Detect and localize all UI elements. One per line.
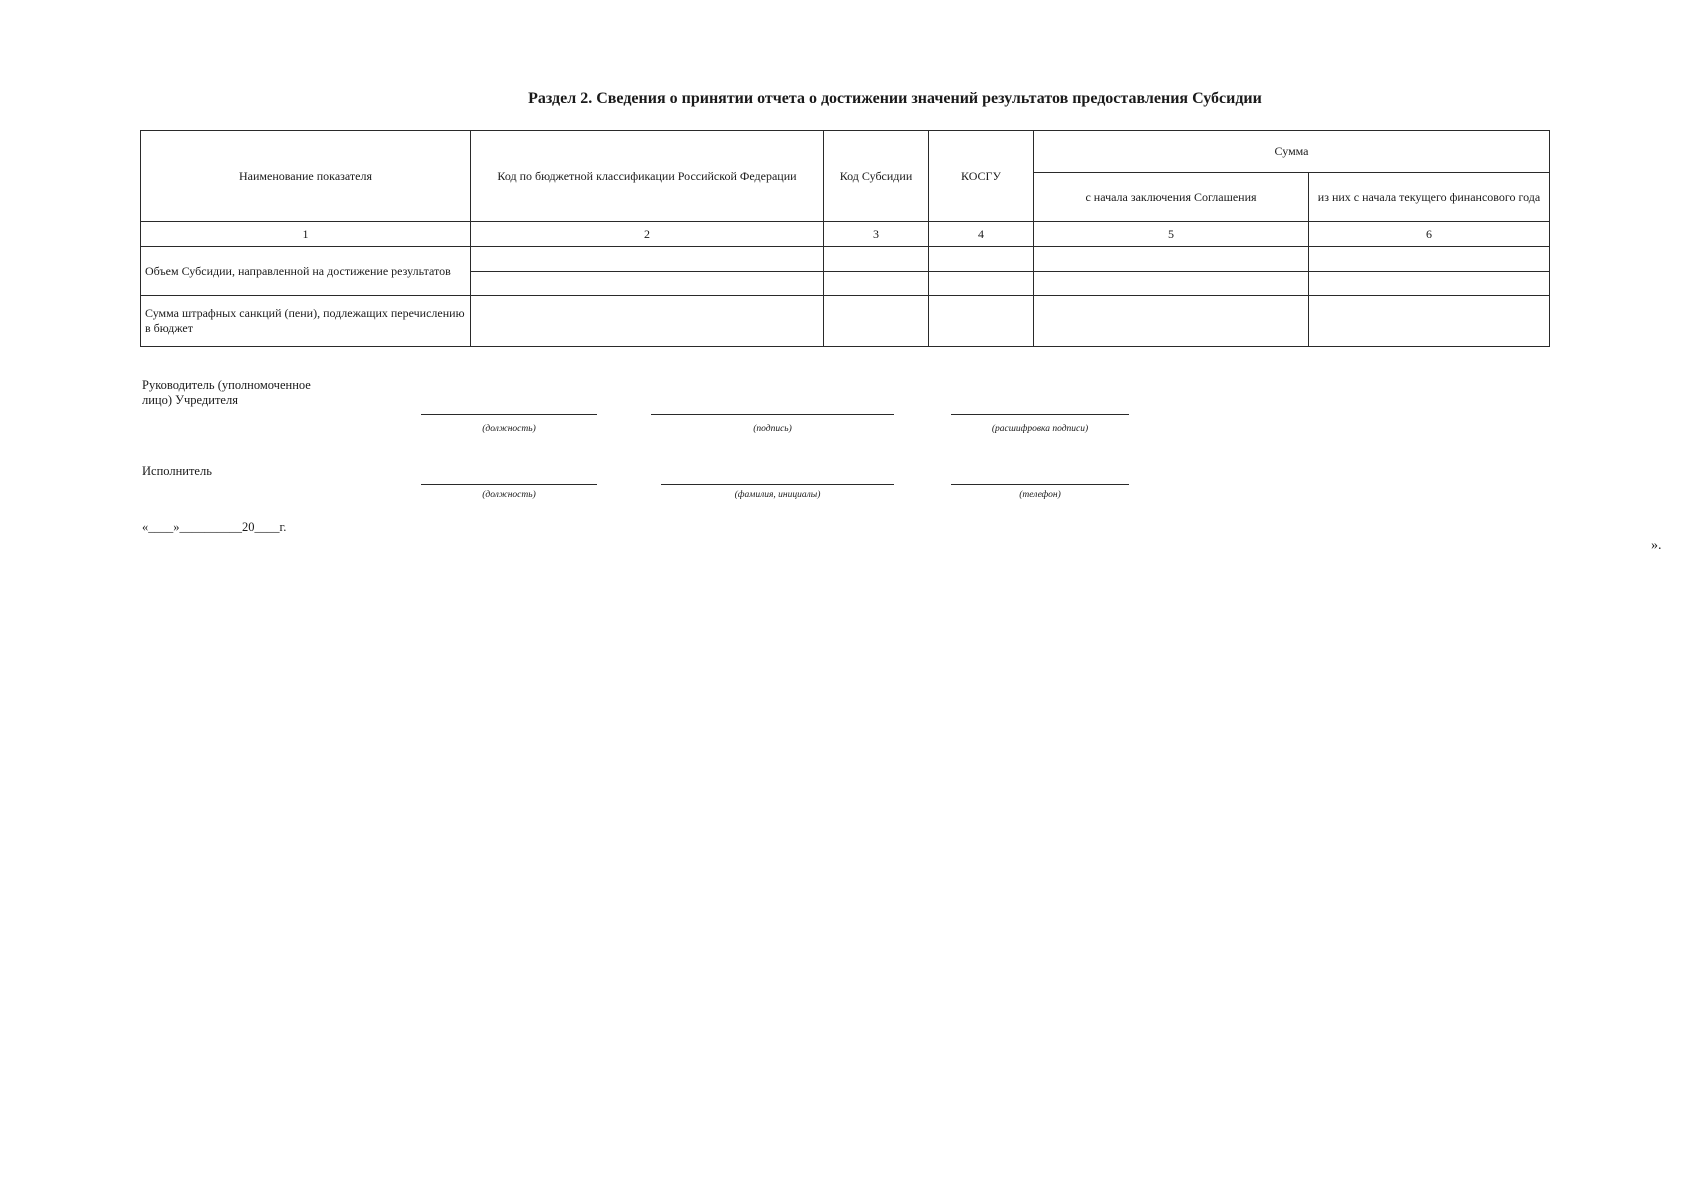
executor-phone-line[interactable] [951, 484, 1129, 485]
column-number: 1 [141, 222, 471, 247]
table-row [141, 247, 1550, 296]
column-number: 4 [929, 222, 1034, 247]
data-cell[interactable] [1309, 296, 1550, 347]
header-kosgu: КОСГУ [929, 131, 1034, 222]
executor-position-line[interactable] [421, 484, 597, 485]
head-position-line[interactable] [421, 414, 597, 415]
head-signature-line[interactable] [651, 414, 894, 415]
data-cell[interactable] [929, 296, 1034, 347]
head-label: Руководитель (уполномоченное лицо) Учредителя [142, 378, 311, 407]
header-subsidy-code: Код Субсидии [824, 131, 929, 222]
data-cell[interactable] [824, 247, 929, 296]
row-label: Объем Субсидии, направленной на достижение результатов [141, 247, 471, 296]
executor-label: Исполнитель [142, 464, 212, 478]
column-number: 2 [471, 222, 824, 247]
row-label: Сумма штрафных санкций (пени), подлежащих перечислению в бюджет [141, 296, 471, 347]
executor-phone-caption: (телефон) [1019, 490, 1061, 500]
data-cell[interactable] [824, 296, 929, 347]
date-line[interactable]: «____»__________20____г. [142, 520, 287, 534]
column-number: 3 [824, 222, 929, 247]
closing-quote-mark: ». [1651, 538, 1662, 553]
head-name-caption: (расшифровка подписи) [991, 424, 1089, 434]
head-position-caption: (должность) [482, 424, 536, 434]
header-since-year: из них с начала текущего финансового года [1309, 173, 1550, 222]
column-number-row [141, 222, 1550, 247]
head-signature-caption: (подпись) [753, 424, 792, 434]
executor-position-caption: (должность) [482, 490, 536, 500]
data-cell[interactable] [1034, 296, 1309, 347]
header-sum: Сумма [1034, 131, 1550, 173]
data-cell[interactable] [471, 296, 824, 347]
header-indicator: Наименование показателя [141, 131, 471, 222]
executor-name-line[interactable] [661, 484, 894, 485]
executor-name-caption: (фамилия, инициалы) [734, 490, 821, 500]
section-title: Раздел 2. Сведения о принятии отчета о достижении значений результатов предоставления Субсидии [528, 90, 1262, 107]
data-cell[interactable] [1309, 247, 1550, 296]
table-row [141, 296, 1550, 347]
head-name-line[interactable] [951, 414, 1129, 415]
data-cell[interactable] [1034, 247, 1309, 296]
data-cell[interactable] [471, 247, 824, 296]
header-kbk: Код по бюджетной классификации Российской Федерации [471, 131, 824, 222]
column-number: 5 [1034, 222, 1309, 247]
column-number: 6 [1309, 222, 1550, 247]
header-row [141, 131, 1550, 173]
header-since-agreement: с начала заключения Соглашения [1034, 173, 1309, 222]
report-table [140, 130, 1550, 347]
data-cell[interactable] [929, 247, 1034, 296]
